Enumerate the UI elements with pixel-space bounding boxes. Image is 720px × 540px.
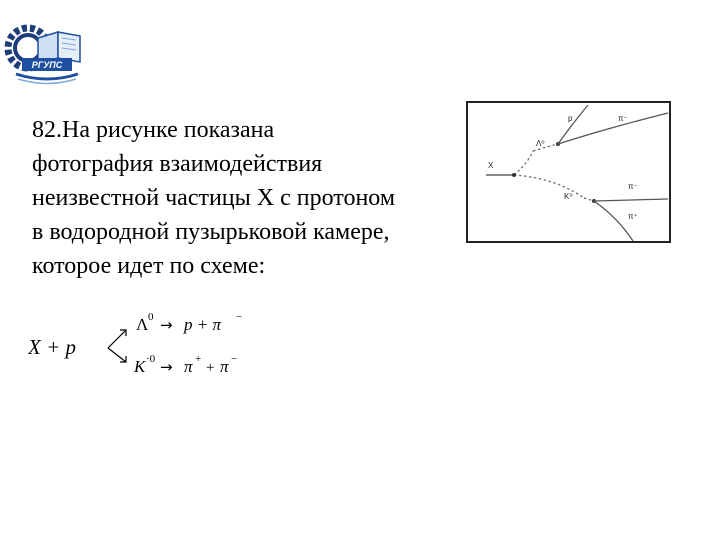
label-pi-plus: π⁺ — [628, 212, 638, 221]
branch2-pion2: π — [220, 357, 229, 376]
label-lambda: Λ⁰ — [536, 139, 545, 148]
label-k: K⁰ — [564, 192, 573, 201]
lambda-sup: 0 — [148, 311, 154, 323]
track-proton — [558, 105, 588, 144]
track-pi-plus — [594, 201, 633, 241]
university-logo — [2, 18, 94, 90]
tracks-diagram — [468, 103, 669, 241]
branch1-products: p + π — [184, 315, 221, 334]
reaction-scheme — [28, 300, 268, 390]
branch1-arrow: → — [160, 316, 173, 334]
lambda-particle: Λ — [136, 315, 149, 334]
label-pi-minus-top: π⁻ — [618, 114, 628, 123]
track-pi-minus-top — [558, 113, 668, 144]
track-kaon — [514, 175, 584, 198]
branch2-pion1: π — [184, 357, 193, 376]
branch2-plus: + — [206, 360, 215, 376]
branch1-products-sup: − — [236, 311, 243, 323]
logo-text: РГУПС — [31, 60, 63, 70]
kaon-sup: ·0 — [146, 353, 156, 365]
branch2-arrow: → — [160, 358, 173, 376]
branch2-pion2-sup: − — [231, 353, 238, 365]
problem-line-2: фотография взаимодействия — [32, 151, 323, 177]
label-x: X — [488, 161, 494, 170]
logo-arc — [16, 74, 78, 79]
problem-statement — [32, 113, 462, 283]
problem-line-5: которое идет по схеме: — [32, 253, 266, 279]
problem-line-4: в водородной пузырьковой камере, — [32, 219, 390, 245]
bubble-chamber-figure — [466, 101, 671, 243]
label-pi-minus-bottom: π⁻ — [628, 182, 638, 191]
reaction-lhs: X + p — [28, 335, 76, 359]
problem-line-3: неизвестной частицы X с протоном — [32, 185, 396, 211]
interaction-vertex — [512, 173, 516, 177]
kaon-particle: K — [134, 357, 146, 376]
branch-arrows — [108, 330, 126, 362]
track-pi-minus-bottom — [594, 199, 668, 201]
branch2-pion1-sup: + — [195, 353, 202, 365]
track-lambda — [514, 151, 533, 175]
label-p: p — [568, 114, 573, 123]
problem-line-1: 82.На рисунке показана — [32, 117, 275, 143]
